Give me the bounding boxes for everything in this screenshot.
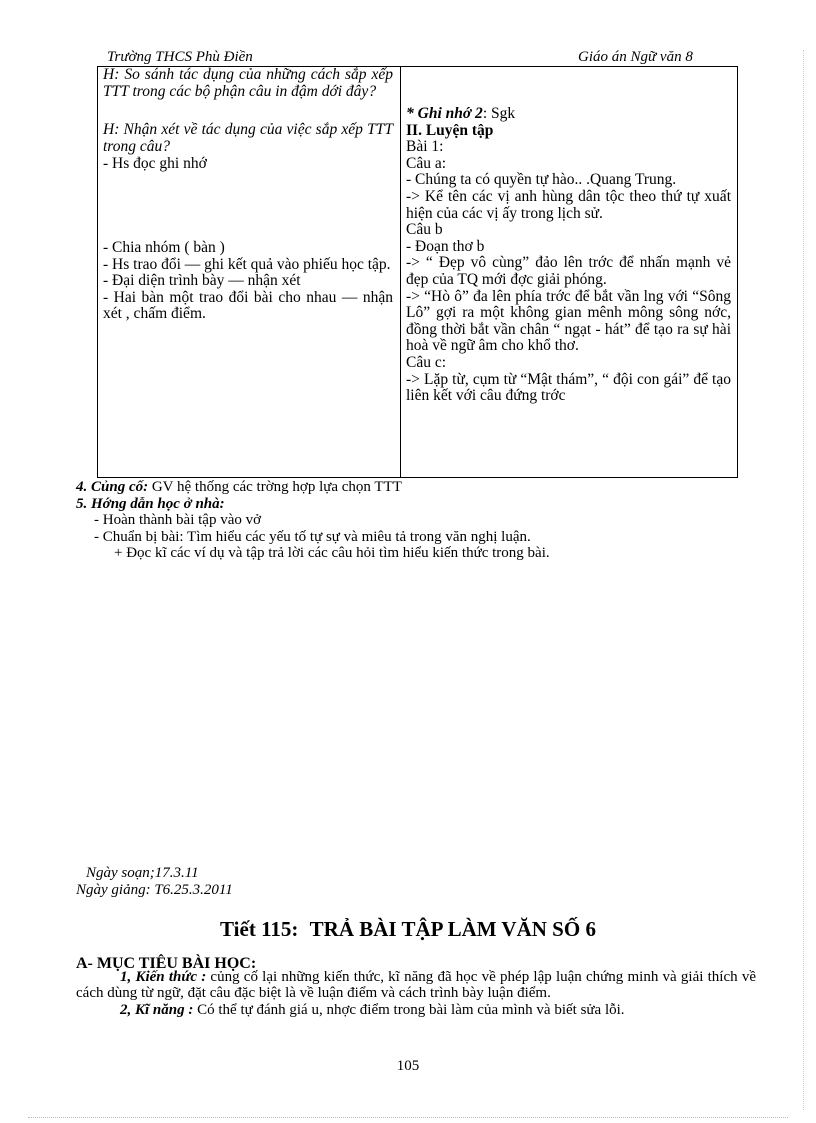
cung-co-label: 4. Củng cố: bbox=[76, 479, 149, 495]
group-step-4: - Hai bàn một trao đổi bài cho nhau — nhận xét , chấm điểm. bbox=[103, 288, 393, 323]
table-column-divider bbox=[400, 66, 401, 478]
homework-item-3: + Đọc kĩ các ví dụ và tập trả lời các câu hỏi tìm hiểu kiến thức trong bài. bbox=[114, 545, 550, 561]
page-number: 105 bbox=[396, 1058, 420, 1074]
cau-a-1: - Chúng ta có quyền tự hào.. .Quang Trung. bbox=[406, 171, 677, 189]
group-step-1: - Chia nhóm ( bàn ) bbox=[103, 239, 225, 256]
table-right bbox=[406, 106, 731, 405]
cau-c-label: Câu c: bbox=[406, 353, 447, 371]
objective-skill-text: Có thể tự đánh giá u, nhợc điểm trong bài làm của mình và biết sửa lỗi. bbox=[193, 1001, 625, 1018]
table-left-q2 bbox=[103, 122, 393, 155]
cung-co-line bbox=[76, 479, 756, 496]
cau-b-2: -> “ Đẹp vô cùng” đảo lên trớc để nhấn mạnh vẻ đẹp của TQ mới đợc giải phóng. bbox=[406, 254, 731, 288]
cau-a-label: Câu a: bbox=[406, 154, 447, 172]
table-left-q1 bbox=[103, 67, 393, 100]
objectives-heading: A- MỤC TIÊU BÀI HỌC: bbox=[76, 955, 257, 972]
cau-c-1: -> Lặp từ, cụm từ “Mật thám”, “ đội con gái” để tạo liên kết với câu đứng trớc bbox=[406, 370, 731, 405]
group-step-3: - Đại diện trình bày — nhận xét bbox=[103, 272, 301, 290]
date-giang-value: T6.25.3.2011 bbox=[154, 882, 233, 898]
objectives bbox=[76, 956, 756, 1018]
objective-skill-label: 2, Kĩ năng : bbox=[120, 1001, 194, 1018]
lesson-title bbox=[0, 917, 816, 942]
group-step-2: - Hs trao đổi — ghi kết quả vào phiếu học tập. bbox=[103, 255, 391, 273]
objective-knowledge bbox=[76, 969, 756, 1002]
cau-a-2: -> Kể tên các vị anh hùng dân tộc theo thứ tự xuất hiện của các vị ấy trong lịch sử. bbox=[406, 187, 731, 222]
cau-b-1: - Đoạn thơ b bbox=[406, 237, 485, 255]
header-subject: Giáo án Ngữ văn 8 bbox=[578, 49, 693, 65]
objective-knowledge-text: củng cố lại những kiến thức, kĩ năng đã học về phép lập luận chứng minh và giải thích về cách dùng từ ngữ, đặt câu đặc biệt là về luận điểm và cách trình bày luận điểm. bbox=[76, 968, 756, 1001]
read-ghinho: - Hs đọc ghi nhớ bbox=[103, 155, 207, 172]
huong-dan-label: 5. Hớng dẫn học ở nhà: bbox=[76, 495, 225, 512]
date-giang bbox=[76, 882, 233, 899]
section-luyentap: II. Luyện tập bbox=[406, 121, 494, 139]
cung-co-text: GV hệ thống các trờng hợp lựa chọn TTT bbox=[148, 479, 402, 495]
homework-item-2: - Chuẩn bị bài: Tìm hiểu các yếu tố tự sự và miêu tả trong văn nghị luận. bbox=[94, 528, 531, 545]
margin-dotted-line bbox=[803, 50, 804, 1110]
date-giang-label: Ngày giảng: bbox=[76, 882, 155, 898]
date-soan: Ngày soạn;17.3.11 bbox=[86, 865, 199, 881]
question-effect: H: Nhận xét về tác dụng của việc sắp xếp TTT trong câu? bbox=[103, 121, 393, 155]
ghinho-value: : Sgk bbox=[482, 105, 516, 122]
bai1-label: Bài 1: bbox=[406, 138, 444, 156]
cau-b-3: -> “Hò ô” đa lên phía trớc để bắt vần lng với “Sông Lô” gợi ra một không gian mênh mông sông nớc, đồng thời bắt vần chân “ ngạt - hát” để tạo ra sự hài hoà về ngữ âm cho khổ thơ. bbox=[406, 287, 731, 355]
cau-b-label: Câu b bbox=[406, 221, 443, 239]
objective-skill bbox=[76, 1002, 756, 1019]
table-left-group bbox=[103, 240, 393, 323]
ghinho-label: * Ghi nhớ 2 bbox=[406, 105, 483, 122]
footer-dotted-line bbox=[28, 1117, 788, 1118]
header-school: Trường THCS Phù Điền bbox=[107, 49, 253, 65]
lesson-name: TRẢ BÀI TẬP LÀM VĂN SỐ 6 bbox=[309, 917, 596, 941]
objective-knowledge-label: 1, Kiến thức : bbox=[120, 968, 207, 985]
table-left-ghinho bbox=[103, 156, 393, 173]
after-table bbox=[76, 479, 756, 562]
ghinho-line bbox=[406, 106, 731, 123]
lesson-number: Tiết 115: bbox=[220, 917, 299, 941]
homework-item-1: - Hoàn thành bài tập vào vở bbox=[94, 512, 262, 528]
question-compare: H: So sánh tác dụng của những cách sắp xếp TTT trong các bộ phận câu in đậm dới đây? bbox=[103, 66, 393, 100]
